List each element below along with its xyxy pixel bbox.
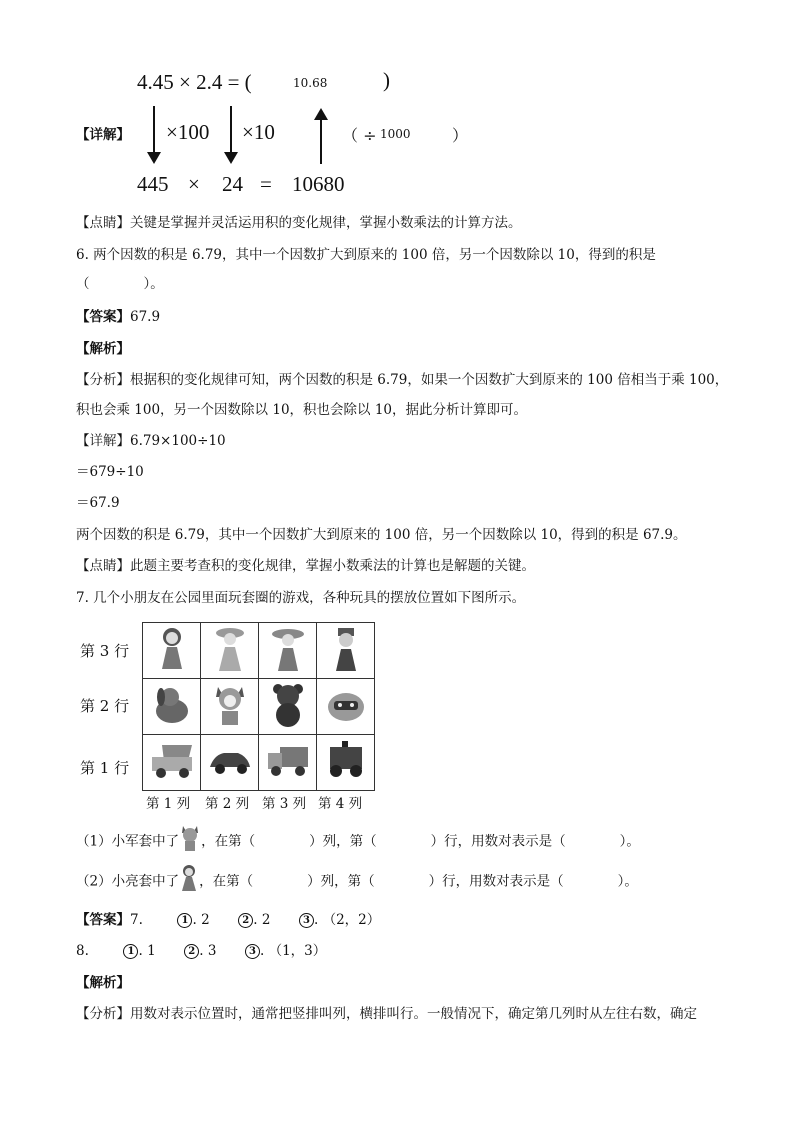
q6-tip: 【点睛】此题主要考查积的变化规律，掌握小数乘法的计算也是解题的关键。 — [76, 558, 535, 574]
bottom-equals: = — [260, 172, 272, 196]
row-label-1: 第 1 行 — [80, 759, 130, 777]
cell-r3-c1 — [143, 623, 201, 679]
a2-value-1: . 1 — [138, 943, 156, 959]
q7-answer-line1 — [76, 911, 380, 929]
fire-truck-icon — [322, 739, 370, 783]
circle-num-2: 2 — [238, 913, 253, 928]
a1-value-2: . 2 — [253, 912, 271, 928]
col-label-3: 第 3 列 — [262, 796, 307, 812]
q7-question: 7. 几个小朋友在公园里面玩套圈的游戏，各种玩具的摆放位置如下图所示。 — [76, 590, 526, 606]
cell-r3-c4 — [317, 623, 375, 679]
seal-plush-icon — [324, 683, 368, 727]
row-label-3: 第 3 行 — [80, 642, 130, 660]
q6-answer — [76, 308, 160, 326]
divide-value: 1000 — [380, 127, 411, 141]
sub2-suffix: ，在第（ ）列，第（ ）行，用数对表示是（ ）。 — [199, 873, 638, 890]
q6-detail-line2: ＝679÷10 — [76, 464, 144, 480]
a2-value-2: . 3 — [199, 943, 217, 959]
dump-truck-icon — [148, 741, 196, 781]
a2-num: 8. — [76, 943, 89, 959]
q7-analysis-head: 【解析】 — [76, 975, 130, 991]
q6-conclusion: 两个因数的积是 6.79，其中一个因数扩大到原来的 100 倍，另一个因数除以 10，得到的积是 67.9。 — [76, 527, 687, 543]
doll-hat-icon — [210, 625, 250, 673]
circle-num-1: 1 — [123, 944, 138, 959]
circle-num-3: 3 — [245, 944, 260, 959]
bottom-a: 445 — [137, 172, 169, 196]
bottom-times: × — [188, 172, 200, 196]
q7-answer-line2 — [76, 942, 326, 960]
answer-tag: 【答案】 — [76, 309, 130, 325]
circle-num-3: 3 — [299, 913, 314, 928]
bottom-result: 10680 — [292, 172, 345, 196]
doll-cap-icon — [326, 625, 366, 673]
row-label-2: 第 2 行 — [80, 697, 130, 715]
answer-num: 7. — [130, 912, 143, 928]
cell-r2-c1 — [143, 679, 201, 735]
a1-value-1: . 2 — [192, 912, 210, 928]
cell-r1-c1 — [143, 735, 201, 791]
cell-r3-c3 — [259, 623, 317, 679]
cell-r3-c2 — [201, 623, 259, 679]
doll-icon — [179, 864, 199, 892]
cell-r2-c4 — [317, 679, 375, 735]
cell-r1-c4 — [317, 735, 375, 791]
sub1-prefix: （1）小军套中了 — [76, 833, 180, 850]
q6-question-line1: 6. 两个因数的积是 6.79，其中一个因数扩大到原来的 100 倍，另一个因数除以 10，得到的积是 — [76, 247, 656, 263]
circle-num-2: 2 — [184, 944, 199, 959]
q6-detail-line3: ＝67.9 — [76, 495, 120, 511]
q5-tip: 【点睛】关键是掌握并灵活运用积的变化规律，掌握小数乘法的计算方法。 — [76, 215, 522, 231]
times-10: ×10 — [242, 120, 275, 144]
answer-tag: 【答案】 — [76, 912, 130, 928]
col-label-1: 第 1 列 — [146, 796, 191, 812]
a2-value-3: . （1，3） — [260, 943, 327, 959]
doll-sunhat-icon — [268, 625, 308, 673]
q6-question-line2: （ ）。 — [76, 276, 164, 292]
cell-r1-c2 — [201, 735, 259, 791]
answer-value: 67.9 — [130, 309, 161, 325]
dog-plush-icon — [150, 683, 194, 727]
divide-close: ） — [452, 126, 469, 145]
doll-icon — [152, 625, 192, 673]
cell-r1-c3 — [259, 735, 317, 791]
cell-r2-c3 — [259, 679, 317, 735]
truck-icon — [264, 741, 312, 781]
col-label-2: 第 2 列 — [205, 796, 250, 812]
bear-plush-icon — [266, 681, 310, 729]
q7-analysis-line1: 【分析】用数对表示位置时，通常把竖排叫列，横排叫行。一般情况下，确定第几列时从左往右数，确定 — [76, 1006, 697, 1022]
sub2-prefix: （2）小亮套中了 — [76, 873, 180, 890]
q6-analysis-line1: 【分析】根据积的变化规律可知，两个因数的积是 6.79，如果一个因数扩大到原来的 100 倍相当于乘 100， — [76, 372, 729, 388]
q6-detail-line1: 【详解】6.79×100÷10 — [76, 433, 226, 449]
fox-plush-icon — [179, 824, 201, 852]
q7-sub1 — [76, 832, 640, 852]
circle-num-1: 1 — [177, 913, 192, 928]
bottom-b: 24 — [222, 172, 243, 196]
toy-grid — [142, 622, 375, 791]
col-label-4: 第 4 列 — [318, 796, 363, 812]
top-equation: 4.45 × 2.4 = ( — [137, 70, 252, 94]
sub1-suffix: ，在第（ ）列，第（ ）行，用数对表示是（ ）。 — [201, 833, 640, 850]
cell-r2-c2 — [201, 679, 259, 735]
fox-plush-icon — [208, 681, 252, 729]
car-icon — [206, 741, 254, 781]
a1-value-3: . （2，2） — [314, 912, 381, 928]
times-100: ×100 — [166, 120, 210, 144]
q6-analysis-line2: 积也会乘 100，另一个因数除以 10，积也会除以 10，据此分析计算即可。 — [76, 402, 527, 418]
top-result: 10.68 — [293, 76, 328, 90]
divide-open: （ ÷ — [342, 126, 377, 145]
top-close-paren: ) — [383, 68, 390, 92]
q6-analysis-head: 【解析】 — [76, 341, 130, 357]
q7-sub2 — [76, 872, 638, 892]
detail-label: 【详解】 — [76, 127, 130, 143]
